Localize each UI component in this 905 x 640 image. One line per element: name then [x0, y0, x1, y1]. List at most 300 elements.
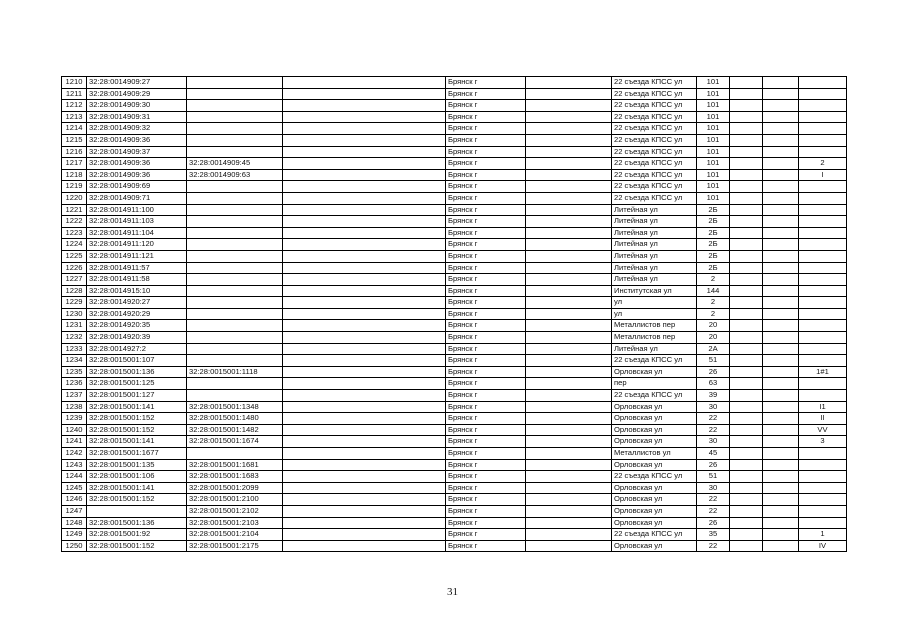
extra-mark-cell — [799, 227, 847, 239]
table-row — [62, 123, 847, 135]
linked-cadastral-number-cell: 32:28:0015001:1480 — [187, 413, 283, 425]
street-cell: 22 съезда КПСС ул — [612, 181, 697, 193]
linked-cadastral-number-cell: 32:28:0015001:2100 — [187, 494, 283, 506]
city-cell: Брянск г — [446, 111, 526, 123]
empty-column-cell — [283, 459, 446, 471]
street-cell: 22 съезда КПСС ул — [612, 355, 697, 367]
city-cell: Брянск г — [446, 250, 526, 262]
street-cell: Институтская ул — [612, 285, 697, 297]
house-number-cell: 2 — [697, 308, 730, 320]
cadastral-number-cell: 32:28:0015001:1677 — [87, 448, 187, 460]
street-cell: Орловская ул — [612, 540, 697, 552]
city-cell: Брянск г — [446, 436, 526, 448]
table-row — [62, 529, 847, 541]
row-number-cell: 1239 — [62, 413, 87, 425]
table-row — [62, 459, 847, 471]
cadastral-number-cell: 32:28:0014920:39 — [87, 332, 187, 344]
house-number-cell: 20 — [697, 332, 730, 344]
extra-mark-cell — [799, 250, 847, 262]
empty-column-cell — [526, 262, 612, 274]
city-cell: Брянск г — [446, 529, 526, 541]
street-cell: 22 съезда КПСС ул — [612, 123, 697, 135]
table-row — [62, 413, 847, 425]
extra-mark-cell: II — [799, 413, 847, 425]
empty-column-cell — [283, 227, 446, 239]
table-row — [62, 378, 847, 390]
cadastral-number-cell: 32:28:0014909:29 — [87, 88, 187, 100]
linked-cadastral-number-cell — [187, 146, 283, 158]
table-row — [62, 517, 847, 529]
cadastral-number-cell: 32:28:0014909:36 — [87, 134, 187, 146]
empty-column-cell — [730, 505, 763, 517]
linked-cadastral-number-cell — [187, 297, 283, 309]
empty-column-cell — [730, 123, 763, 135]
empty-column-cell — [730, 494, 763, 506]
linked-cadastral-number-cell — [187, 134, 283, 146]
cadastral-number-cell: 32:28:0015001:107 — [87, 355, 187, 367]
empty-column-cell — [283, 250, 446, 262]
city-cell: Брянск г — [446, 158, 526, 170]
empty-column-cell — [526, 158, 612, 170]
empty-column-cell — [283, 436, 446, 448]
empty-column-cell — [730, 204, 763, 216]
empty-column-cell — [730, 146, 763, 158]
house-number-cell: 101 — [697, 77, 730, 89]
linked-cadastral-number-cell: 32:28:0015001:1681 — [187, 459, 283, 471]
house-number-cell: 45 — [697, 448, 730, 460]
cadastral-number-cell: 32:28:0015001:141 — [87, 401, 187, 413]
table-row — [62, 250, 847, 262]
extra-mark-cell: 1 — [799, 529, 847, 541]
empty-column-cell — [526, 390, 612, 402]
house-number-cell: 22 — [697, 540, 730, 552]
empty-column-cell — [526, 192, 612, 204]
empty-column-cell — [763, 123, 799, 135]
extra-mark-cell: 1#1 — [799, 366, 847, 378]
street-cell: 22 съезда КПСС ул — [612, 529, 697, 541]
empty-column-cell — [283, 216, 446, 228]
city-cell: Брянск г — [446, 181, 526, 193]
linked-cadastral-number-cell — [187, 192, 283, 204]
row-number-cell: 1224 — [62, 239, 87, 251]
street-cell: Литейная ул — [612, 262, 697, 274]
row-number-cell: 1246 — [62, 494, 87, 506]
cadastral-number-cell: 32:28:0015001:125 — [87, 378, 187, 390]
empty-column-cell — [730, 424, 763, 436]
house-number-cell: 101 — [697, 100, 730, 112]
row-number-cell: 1220 — [62, 192, 87, 204]
empty-column-cell — [526, 100, 612, 112]
table-row — [62, 77, 847, 89]
house-number-cell: 22 — [697, 505, 730, 517]
city-cell: Брянск г — [446, 146, 526, 158]
city-cell: Брянск г — [446, 401, 526, 413]
city-cell: Брянск г — [446, 274, 526, 286]
street-cell: Орловская ул — [612, 494, 697, 506]
empty-column-cell — [730, 262, 763, 274]
house-number-cell: 2 — [697, 274, 730, 286]
empty-column-cell — [763, 216, 799, 228]
table-row — [62, 355, 847, 367]
empty-column-cell — [283, 274, 446, 286]
extra-mark-cell — [799, 517, 847, 529]
row-number-cell: 1217 — [62, 158, 87, 170]
cadastral-number-cell: 32:28:0014911:104 — [87, 227, 187, 239]
row-number-cell: 1222 — [62, 216, 87, 228]
street-cell: Металлистов пер — [612, 332, 697, 344]
house-number-cell: 26 — [697, 366, 730, 378]
city-cell: Брянск г — [446, 285, 526, 297]
empty-column-cell — [283, 355, 446, 367]
empty-column-cell — [526, 343, 612, 355]
linked-cadastral-number-cell — [187, 355, 283, 367]
empty-column-cell — [763, 436, 799, 448]
row-number-cell: 1214 — [62, 123, 87, 135]
linked-cadastral-number-cell — [187, 111, 283, 123]
empty-column-cell — [763, 448, 799, 460]
row-number-cell: 1229 — [62, 297, 87, 309]
empty-column-cell — [730, 297, 763, 309]
cadastral-number-cell: 32:28:0015001:135 — [87, 459, 187, 471]
empty-column-cell — [730, 517, 763, 529]
empty-column-cell — [763, 181, 799, 193]
empty-column-cell — [730, 216, 763, 228]
empty-column-cell — [526, 77, 612, 89]
cadastral-number-cell: 32:28:0014911:100 — [87, 204, 187, 216]
table-row — [62, 505, 847, 517]
empty-column-cell — [283, 482, 446, 494]
empty-column-cell — [730, 482, 763, 494]
empty-column-cell — [526, 505, 612, 517]
empty-column-cell — [763, 424, 799, 436]
row-number-cell: 1250 — [62, 540, 87, 552]
empty-column-cell — [526, 482, 612, 494]
street-cell: Литейная ул — [612, 204, 697, 216]
empty-column-cell — [526, 540, 612, 552]
city-cell: Брянск г — [446, 308, 526, 320]
table-row — [62, 297, 847, 309]
empty-column-cell — [730, 274, 763, 286]
table-row — [62, 88, 847, 100]
empty-column-cell — [730, 413, 763, 425]
extra-mark-cell: I1 — [799, 401, 847, 413]
empty-column-cell — [730, 332, 763, 344]
empty-column-cell — [763, 320, 799, 332]
row-number-cell: 1216 — [62, 146, 87, 158]
table-row — [62, 471, 847, 483]
row-number-cell: 1227 — [62, 274, 87, 286]
empty-column-cell — [526, 355, 612, 367]
empty-column-cell — [526, 494, 612, 506]
empty-column-cell — [730, 436, 763, 448]
empty-column-cell — [763, 146, 799, 158]
empty-column-cell — [526, 274, 612, 286]
empty-column-cell — [763, 529, 799, 541]
empty-column-cell — [526, 471, 612, 483]
empty-column-cell — [763, 540, 799, 552]
empty-column-cell — [763, 494, 799, 506]
house-number-cell: 26 — [697, 517, 730, 529]
extra-mark-cell — [799, 494, 847, 506]
city-cell: Брянск г — [446, 390, 526, 402]
house-number-cell: 22 — [697, 494, 730, 506]
empty-column-cell — [730, 134, 763, 146]
empty-column-cell — [283, 111, 446, 123]
empty-column-cell — [283, 540, 446, 552]
cadastral-number-cell: 32:28:0014920:35 — [87, 320, 187, 332]
house-number-cell: 2А — [697, 343, 730, 355]
empty-column-cell — [283, 181, 446, 193]
linked-cadastral-number-cell — [187, 285, 283, 297]
row-number-cell: 1223 — [62, 227, 87, 239]
empty-column-cell — [526, 111, 612, 123]
empty-column-cell — [283, 146, 446, 158]
empty-column-cell — [730, 239, 763, 251]
linked-cadastral-number-cell — [187, 332, 283, 344]
street-cell: Литейная ул — [612, 227, 697, 239]
empty-column-cell — [763, 227, 799, 239]
empty-column-cell — [730, 158, 763, 170]
street-cell: Орловская ул — [612, 459, 697, 471]
extra-mark-cell — [799, 192, 847, 204]
cadastral-number-cell: 32:28:0015001:106 — [87, 471, 187, 483]
empty-column-cell — [763, 158, 799, 170]
street-cell: 22 съезда КПСС ул — [612, 471, 697, 483]
table-row — [62, 216, 847, 228]
empty-column-cell — [763, 471, 799, 483]
row-number-cell: 1213 — [62, 111, 87, 123]
empty-column-cell — [763, 88, 799, 100]
house-number-cell: 101 — [697, 158, 730, 170]
empty-column-cell — [763, 378, 799, 390]
extra-mark-cell — [799, 146, 847, 158]
city-cell: Брянск г — [446, 134, 526, 146]
empty-column-cell — [526, 366, 612, 378]
street-cell: Орловская ул — [612, 366, 697, 378]
house-number-cell: 101 — [697, 134, 730, 146]
street-cell: Металлистов ул — [612, 448, 697, 460]
row-number-cell: 1243 — [62, 459, 87, 471]
empty-column-cell — [526, 239, 612, 251]
linked-cadastral-number-cell: 32:28:0014909:63 — [187, 169, 283, 181]
empty-column-cell — [526, 448, 612, 460]
city-cell: Брянск г — [446, 239, 526, 251]
street-cell: 22 съезда КПСС ул — [612, 390, 697, 402]
house-number-cell: 101 — [697, 88, 730, 100]
row-number-cell: 1231 — [62, 320, 87, 332]
table-row — [62, 192, 847, 204]
empty-column-cell — [283, 134, 446, 146]
house-number-cell: 26 — [697, 459, 730, 471]
empty-column-cell — [730, 100, 763, 112]
cadastral-number-cell: 32:28:0015001:152 — [87, 413, 187, 425]
empty-column-cell — [283, 88, 446, 100]
page-number: 31 — [447, 586, 458, 598]
cadastral-number-cell: 32:28:0014909:71 — [87, 192, 187, 204]
street-cell: 22 съезда КПСС ул — [612, 134, 697, 146]
street-cell: ул — [612, 297, 697, 309]
city-cell: Брянск г — [446, 378, 526, 390]
linked-cadastral-number-cell — [187, 239, 283, 251]
row-number-cell: 1249 — [62, 529, 87, 541]
city-cell: Брянск г — [446, 262, 526, 274]
table-row — [62, 100, 847, 112]
empty-column-cell — [763, 262, 799, 274]
row-number-cell: 1215 — [62, 134, 87, 146]
extra-mark-cell — [799, 332, 847, 344]
extra-mark-cell — [799, 459, 847, 471]
empty-column-cell — [283, 192, 446, 204]
empty-column-cell — [526, 88, 612, 100]
cadastral-number-cell — [87, 505, 187, 517]
empty-column-cell — [730, 227, 763, 239]
linked-cadastral-number-cell — [187, 100, 283, 112]
empty-column-cell — [526, 459, 612, 471]
empty-column-cell — [763, 459, 799, 471]
empty-column-cell — [526, 332, 612, 344]
row-number-cell: 1228 — [62, 285, 87, 297]
row-number-cell: 1247 — [62, 505, 87, 517]
street-cell: 22 съезда КПСС ул — [612, 158, 697, 170]
table-row — [62, 239, 847, 251]
empty-column-cell — [526, 285, 612, 297]
empty-column-cell — [763, 505, 799, 517]
extra-mark-cell — [799, 77, 847, 89]
empty-column-cell — [763, 390, 799, 402]
extra-mark-cell — [799, 355, 847, 367]
empty-column-cell — [763, 401, 799, 413]
linked-cadastral-number-cell — [187, 262, 283, 274]
table-row — [62, 134, 847, 146]
extra-mark-cell — [799, 378, 847, 390]
empty-column-cell — [526, 436, 612, 448]
empty-column-cell — [526, 401, 612, 413]
city-cell: Брянск г — [446, 505, 526, 517]
empty-column-cell — [526, 169, 612, 181]
table-row — [62, 274, 847, 286]
empty-column-cell — [526, 181, 612, 193]
city-cell: Брянск г — [446, 448, 526, 460]
table-row — [62, 169, 847, 181]
empty-column-cell — [730, 285, 763, 297]
empty-column-cell — [526, 204, 612, 216]
house-number-cell: 20 — [697, 320, 730, 332]
house-number-cell: 22 — [697, 413, 730, 425]
house-number-cell: 101 — [697, 146, 730, 158]
linked-cadastral-number-cell: 32:28:0014909:45 — [187, 158, 283, 170]
empty-column-cell — [730, 401, 763, 413]
empty-column-cell — [283, 332, 446, 344]
street-cell: Орловская ул — [612, 424, 697, 436]
extra-mark-cell — [799, 471, 847, 483]
empty-column-cell — [526, 250, 612, 262]
empty-column-cell — [526, 216, 612, 228]
house-number-cell: 35 — [697, 529, 730, 541]
street-cell: Литейная ул — [612, 239, 697, 251]
empty-column-cell — [763, 204, 799, 216]
extra-mark-cell — [799, 343, 847, 355]
extra-mark-cell — [799, 297, 847, 309]
empty-column-cell — [283, 204, 446, 216]
table-row — [62, 308, 847, 320]
house-number-cell: 101 — [697, 123, 730, 135]
empty-column-cell — [730, 448, 763, 460]
empty-column-cell — [763, 355, 799, 367]
empty-column-cell — [763, 111, 799, 123]
table-row — [62, 540, 847, 552]
empty-column-cell — [730, 169, 763, 181]
linked-cadastral-number-cell — [187, 181, 283, 193]
registry-table — [61, 76, 847, 552]
empty-column-cell — [526, 308, 612, 320]
linked-cadastral-number-cell — [187, 77, 283, 89]
empty-column-cell — [283, 308, 446, 320]
table-row — [62, 262, 847, 274]
extra-mark-cell: IV — [799, 540, 847, 552]
row-number-cell: 1230 — [62, 308, 87, 320]
empty-column-cell — [283, 158, 446, 170]
table-row — [62, 332, 847, 344]
empty-column-cell — [526, 227, 612, 239]
linked-cadastral-number-cell — [187, 250, 283, 262]
city-cell: Брянск г — [446, 471, 526, 483]
house-number-cell: 101 — [697, 192, 730, 204]
street-cell: Орловская ул — [612, 401, 697, 413]
table-row — [62, 146, 847, 158]
row-number-cell: 1232 — [62, 332, 87, 344]
street-cell: Орловская ул — [612, 505, 697, 517]
linked-cadastral-number-cell: 32:28:0015001:1482 — [187, 424, 283, 436]
house-number-cell: 2Б — [697, 216, 730, 228]
house-number-cell: 2Б — [697, 250, 730, 262]
empty-column-cell — [283, 529, 446, 541]
linked-cadastral-number-cell — [187, 448, 283, 460]
linked-cadastral-number-cell — [187, 204, 283, 216]
linked-cadastral-number-cell — [187, 378, 283, 390]
empty-column-cell — [730, 529, 763, 541]
empty-column-cell — [526, 146, 612, 158]
empty-column-cell — [283, 343, 446, 355]
empty-column-cell — [763, 343, 799, 355]
row-number-cell: 1225 — [62, 250, 87, 262]
house-number-cell: 2Б — [697, 204, 730, 216]
extra-mark-cell — [799, 216, 847, 228]
empty-column-cell — [283, 390, 446, 402]
linked-cadastral-number-cell: 32:28:0015001:2102 — [187, 505, 283, 517]
empty-column-cell — [526, 123, 612, 135]
extra-mark-cell: I — [799, 169, 847, 181]
cadastral-number-cell: 32:28:0015001:136 — [87, 366, 187, 378]
city-cell: Брянск г — [446, 482, 526, 494]
linked-cadastral-number-cell: 32:28:0015001:2099 — [187, 482, 283, 494]
row-number-cell: 1219 — [62, 181, 87, 193]
cadastral-number-cell: 32:28:0014927:2 — [87, 343, 187, 355]
city-cell: Брянск г — [446, 204, 526, 216]
house-number-cell: 2Б — [697, 239, 730, 251]
empty-column-cell — [283, 285, 446, 297]
table-row — [62, 158, 847, 170]
extra-mark-cell — [799, 111, 847, 123]
extra-mark-cell — [799, 390, 847, 402]
empty-column-cell — [763, 77, 799, 89]
empty-column-cell — [283, 297, 446, 309]
cadastral-number-cell: 32:28:0014911:120 — [87, 239, 187, 251]
linked-cadastral-number-cell — [187, 274, 283, 286]
empty-column-cell — [730, 88, 763, 100]
linked-cadastral-number-cell: 32:28:0015001:2103 — [187, 517, 283, 529]
extra-mark-cell: VV — [799, 424, 847, 436]
row-number-cell: 1241 — [62, 436, 87, 448]
